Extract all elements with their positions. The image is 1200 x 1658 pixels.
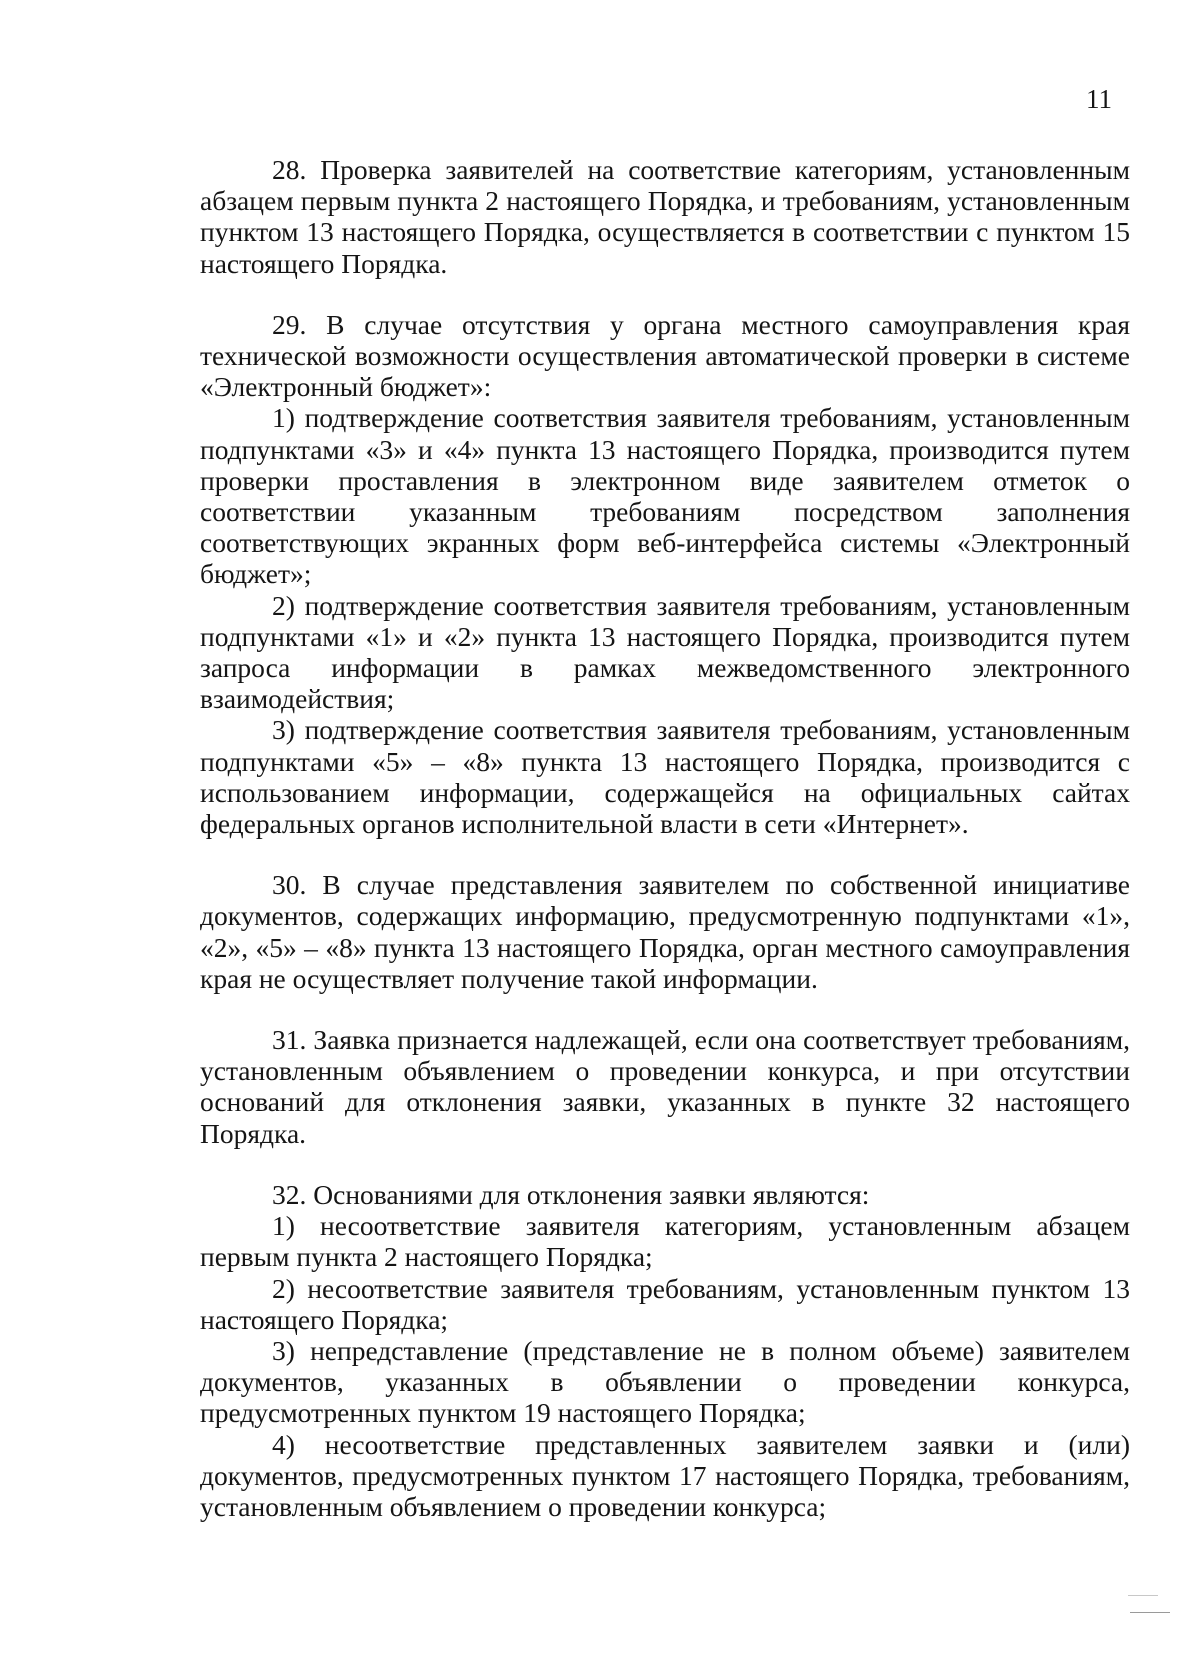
- paragraph-32-item-3: 3) непредставление (представление не в полном объеме) заявителем документов, указанных в объявлении о проведении конкурса, предусмотренных пунктом 19 настоящего Порядка;: [200, 1334, 1130, 1429]
- paragraph-32: 32. Основаниями для отклонения заявки являются:: [272, 1178, 870, 1210]
- paragraph-29: 29. В случае отсутствия у органа местного самоуправления края технической возможности осуществления автоматической проверки в системе «Электронный бюджет»:: [200, 308, 1130, 403]
- scan-mark: [1130, 1612, 1170, 1613]
- paragraph-29-item-2: 2) подтверждение соответствия заявителя требованиям, установленным подпунктами «1» и «2» пункта 13 настоящего Порядка, производится путем запроса информации в рамках межведомственного электронного взаимодействия;: [200, 589, 1130, 715]
- paragraph-29-item-3: 3) подтверждение соответствия заявителя требованиям, установленным подпунктами «5» – «8» пункта 13 настоящего Порядка, производится с использованием информации, содержащейся на официальных сайтах федеральных органов исполнительной власти в сети «Интернет».: [200, 714, 1130, 840]
- paragraph-32-item-4: 4) несоответствие представленных заявителем заявки и (или) документов, предусмотренных пунктом 17 настоящего Порядка, требованиям, установленным объявлением о проведении конкурса;: [200, 1428, 1130, 1522]
- paragraph-31: 31. Заявка признается надлежащей, если она соответствует требованиям, установленным объявлением о проведении конкурса, и при отсутствии оснований для отклонения заявки, указанных в пункте 32 настоящего Порядка.: [200, 1024, 1130, 1149]
- paragraph-30: 30. В случае представления заявителем по собственной инициативе документов, содержащих информацию, предусмотренную подпунктами «1», «2», «5» – «8» пункта 13 настоящего Порядка, орган местного самоуправления края не осуществляет получение такой информации.: [200, 869, 1130, 994]
- document-body: [200, 154, 1130, 1522]
- scan-mark: [1128, 1595, 1158, 1596]
- paragraph-28: 28. Проверка заявителей на соответствие категориям, установленным абзацем первым пункта 2 настоящего Порядка, и требованиям, установленным пунктом 13 настоящего Порядка, осуществляется в соответствии с пунктом 15 настоящего Порядка.: [200, 154, 1130, 279]
- paragraph-32-item-2: 2) несоответствие заявителя требованиям, установленным пунктом 13 настоящего Порядка;: [200, 1272, 1130, 1335]
- paragraph-29-item-1: 1) подтверждение соответствия заявителя требованиям, установленным подпунктами «3» и «4» пункта 13 настоящего Порядка, производится путем проверки проставления в электронном виде заявителем отметок о соответствии указанным требованиям посредством заполнения соответствующих экранных форм веб-интерфейса системы «Электронный бюджет»;: [200, 402, 1130, 590]
- paragraph-32-item-1: 1) несоответствие заявителя категориям, установленным абзацем первым пункта 2 настоящего Порядка;: [200, 1210, 1130, 1273]
- page-number: 11: [1086, 84, 1112, 114]
